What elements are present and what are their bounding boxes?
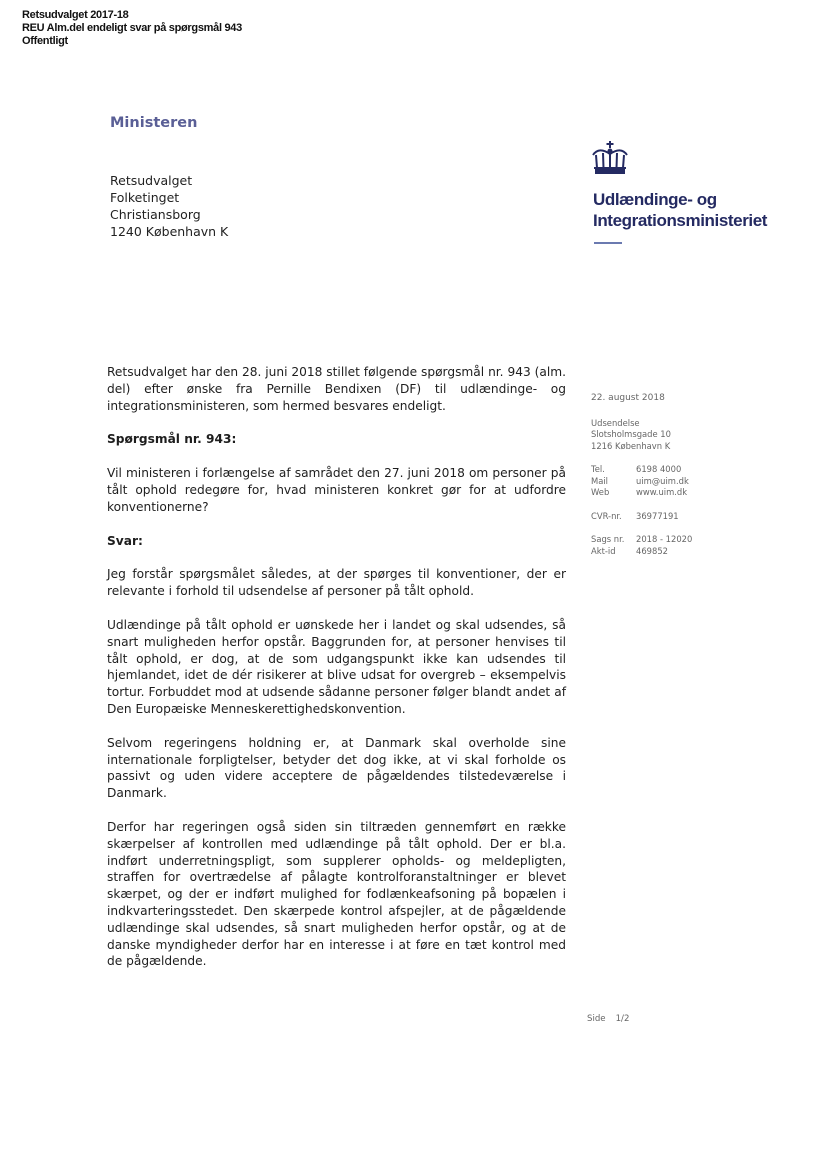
web-label: Web xyxy=(591,487,610,497)
letter-date: 22. august 2018 xyxy=(591,393,665,403)
case-value: 2018 - 12020 xyxy=(636,534,693,544)
act-row xyxy=(591,546,721,558)
page-number xyxy=(587,1014,639,1024)
answer-heading: Svar: xyxy=(107,533,143,548)
tel-label: Tel. xyxy=(591,464,605,474)
department-address xyxy=(591,418,721,453)
document-stamp xyxy=(22,9,242,48)
sender-title: Ministeren xyxy=(110,115,198,131)
ministry-name-line1: Udlændinge- og xyxy=(593,190,717,209)
act-value: 469852 xyxy=(636,545,668,556)
address-line: 1240 København K xyxy=(110,224,229,239)
act-label: Akt-id xyxy=(591,545,616,556)
crown-icon xyxy=(588,140,632,178)
contact-block xyxy=(591,464,721,499)
ministry-name xyxy=(593,189,767,231)
answer-paragraph: Udlændinge på tålt ophold er uønskede her i landet og skal udsendes, så snart muligheden herfor opstår. Baggrunden for, at personer henvises til tålt ophold, er dog, at de som udgangspunkt ikke kan udsendes til hjemlandet, idet de dér risikerer at blive udsat for overgreb – eksempelvis tortur. Forbuddet mod at udsende sådanne personer følger blandt andet af Den Europæiske Menneskerettighedskonvention. xyxy=(107,617,566,716)
question-paragraph: Vil ministeren i forlængelse af samrådet den 27. juni 2018 om personer på tålt ophold redegøre for, hvad ministeren konkret gør for at udfordre konventionerne? xyxy=(107,466,566,514)
question-heading: Spørgsmål nr. 943: xyxy=(107,432,237,447)
divider xyxy=(594,242,622,244)
web-link[interactable]: www.uim.dk xyxy=(636,487,688,497)
address-line: Retsudvalget xyxy=(110,173,193,188)
mail-link[interactable]: uim@uim.dk xyxy=(636,475,689,486)
department-street: Slotsholmsgade 10 xyxy=(591,429,671,439)
mail-label: Mail xyxy=(591,475,609,486)
page-value: 1/2 xyxy=(615,1014,630,1024)
sidebar-info xyxy=(591,393,721,569)
stamp-reference: REU Alm.del endeligt svar på spørgsmål 943 xyxy=(22,22,242,34)
contact-row-web xyxy=(591,487,721,499)
intro-paragraph: Retsudvalget har den 28. juni 2018 stillet følgende spørgsmål nr. 943 (alm. del) efter ønske fra Pernille Bendixen (DF) til udlændinge- og integrationsministeren, som hermed besvares endeligt. xyxy=(107,365,566,413)
case-label: Sags nr. xyxy=(591,534,625,544)
cvr-value: 36977191 xyxy=(636,510,679,521)
tel-value: 6198 4000 xyxy=(636,464,682,474)
ministry-name-line2: Integrationsministeriet xyxy=(593,211,768,230)
answer-paragraph: Derfor har regeringen også siden sin tiltræden gennemført en række skærpelser af kontrollen med udlændinge på tålt ophold. Der er bl.a. indført underretningspligt, som supplerer opholds- og meldepligten, straffen for overtrædelse af pålagte kontrolforanstaltninger er blevet skærpet, og der er indført mulighed for fodlænkeafsoning på bopælen i indkvarteringsstedet. Den skærpede kontrol afspejler, at de pågældende udlændinge skal udsendes, så snart muligheden herfor opstår, og at de danske myndigheder derfor har en interesse i at føre en tæt kontrol med de pågældende. xyxy=(107,819,566,969)
contact-row-mail xyxy=(591,476,721,488)
department-city: 1216 København K xyxy=(591,440,671,451)
answer-paragraph: Jeg forstår spørgsmålet således, at der spørges til konventioner, der er relevante i forhold til udsendelse af personer på tålt ophold. xyxy=(107,567,566,599)
cvr-row xyxy=(591,511,721,523)
letter-body xyxy=(107,364,566,987)
department-name: Udsendelse xyxy=(591,417,640,428)
cvr-block xyxy=(591,511,721,523)
address-line: Folketinget xyxy=(110,190,180,205)
contact-row-tel xyxy=(591,464,721,476)
stamp-status: Offentligt xyxy=(22,35,68,47)
case-block xyxy=(591,534,721,557)
cvr-label: CVR-nr. xyxy=(591,510,622,521)
recipient-address xyxy=(110,172,228,240)
answer-paragraph: Selvom regeringens holdning er, at Danmark skal overholde sine internationale forpligtelser, betyder det dog ikke, at vi skal forholde os passivt og uden videre acceptere de pågældendes tilstedeværelse i Danmark. xyxy=(107,735,566,801)
stamp-committee: Retsudvalget 2017-18 xyxy=(22,9,129,21)
address-line: Christiansborg xyxy=(110,207,201,222)
page-label: Side xyxy=(587,1014,606,1024)
case-row xyxy=(591,534,721,546)
